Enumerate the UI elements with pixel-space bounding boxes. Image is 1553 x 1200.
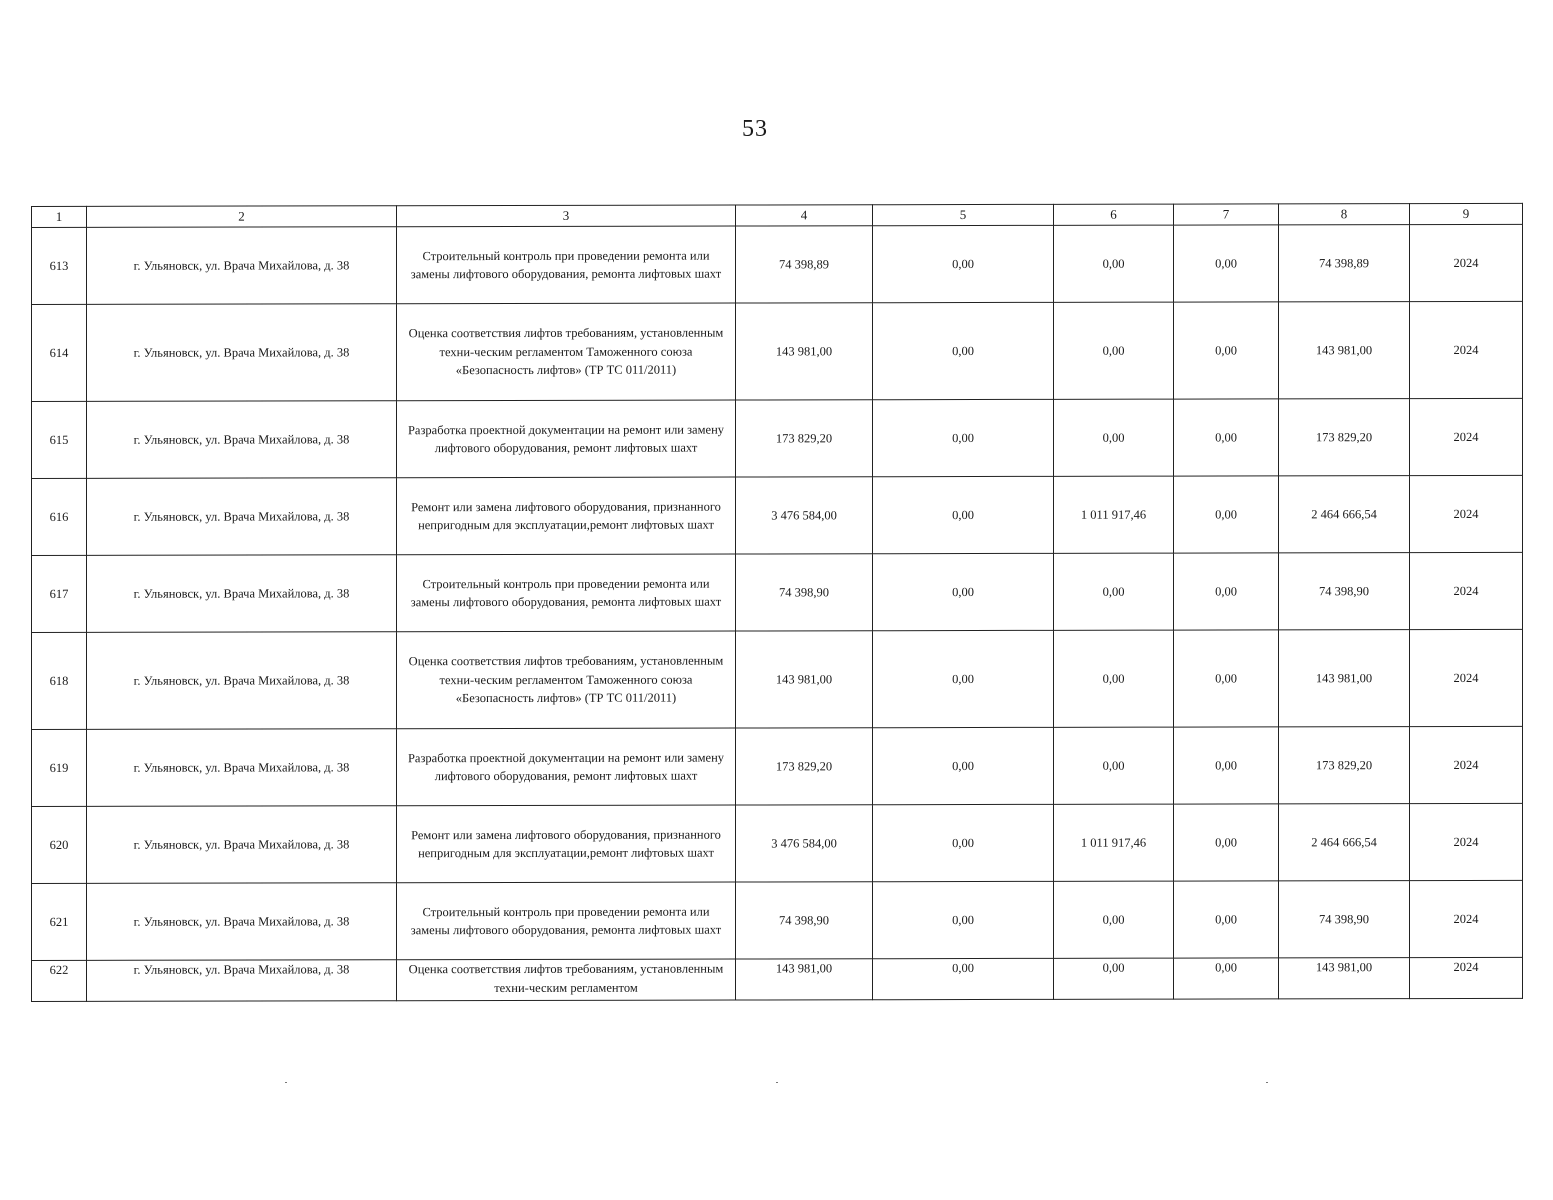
row-total-cost: 74 398,89 — [736, 226, 873, 303]
row-col5-value: 0,00 — [873, 225, 1054, 302]
row-col7-value: 0,00 — [1174, 302, 1279, 399]
row-col6-value: 0,00 — [1054, 553, 1174, 630]
row-col8-value: 74 398,90 — [1279, 553, 1410, 630]
row-col7-value: 0,00 — [1174, 881, 1279, 958]
row-year: 2024 — [1410, 803, 1523, 880]
row-col6-value: 1 011 917,46 — [1054, 476, 1174, 553]
column-number-9: 9 — [1410, 203, 1523, 224]
row-total-cost: 143 981,00 — [736, 303, 873, 400]
row-number: 614 — [32, 304, 87, 401]
row-number: 613 — [32, 227, 87, 304]
row-year: 2024 — [1410, 475, 1523, 552]
row-col7-value: 0,00 — [1174, 225, 1279, 302]
row-number: 622 — [32, 960, 87, 1001]
row-total-cost: 173 829,20 — [736, 400, 873, 477]
row-total-cost: 143 981,00 — [736, 959, 873, 1000]
scan-speck — [285, 1082, 287, 1083]
row-col5-value: 0,00 — [873, 476, 1054, 553]
column-number-4: 4 — [736, 205, 873, 226]
row-year: 2024 — [1410, 957, 1523, 998]
row-col5-value: 0,00 — [873, 958, 1054, 999]
works-table-container — [31, 203, 1522, 1002]
row-year: 2024 — [1410, 629, 1523, 726]
row-col7-value: 0,00 — [1174, 727, 1279, 804]
row-number: 617 — [32, 555, 87, 632]
row-address: г. Ульяновск, ул. Врача Михайлова, д. 38 — [87, 304, 397, 402]
row-work-type: Разработка проектной документации на ремонт или замену лифтового оборудования, ремонт лифтовых шахт — [397, 400, 736, 478]
row-number: 620 — [32, 806, 87, 883]
row-number: 619 — [32, 729, 87, 806]
page-number: 53 — [742, 116, 768, 142]
row-work-type: Оценка соответствия лифтов требованиям, установленным техни-ческим регламентом — [397, 959, 736, 1001]
row-work-type: Оценка соответствия лифтов требованиям, установленным техни-ческим регламентом Таможенного союза «Безопасность лифтов» (ТР ТС 011/2011) — [397, 303, 736, 401]
row-col7-value: 0,00 — [1174, 553, 1279, 630]
row-total-cost: 3 476 584,00 — [736, 805, 873, 882]
row-year: 2024 — [1410, 301, 1523, 398]
table-row — [32, 880, 1523, 960]
row-col8-value: 74 398,90 — [1279, 881, 1410, 958]
table-body — [32, 224, 1523, 1001]
row-col6-value: 1 011 917,46 — [1054, 804, 1174, 881]
row-col5-value: 0,00 — [873, 727, 1054, 804]
row-col5-value: 0,00 — [873, 804, 1054, 881]
column-number-2: 2 — [87, 206, 397, 228]
row-year: 2024 — [1410, 224, 1523, 301]
row-col8-value: 2 464 666,54 — [1279, 476, 1410, 553]
column-number-7: 7 — [1174, 204, 1279, 225]
row-address: г. Ульяновск, ул. Врача Михайлова, д. 38 — [87, 401, 397, 479]
row-col6-value: 0,00 — [1054, 881, 1174, 958]
table-row — [32, 398, 1523, 478]
row-col8-value: 143 981,00 — [1279, 630, 1410, 727]
row-col7-value: 0,00 — [1174, 804, 1279, 881]
table-row — [32, 726, 1523, 806]
table-row — [32, 803, 1523, 883]
row-col8-value: 2 464 666,54 — [1279, 804, 1410, 881]
column-number-3: 3 — [397, 205, 736, 227]
scan-speck — [776, 1082, 778, 1083]
column-number-8: 8 — [1279, 204, 1410, 225]
row-address: г. Ульяновск, ул. Врача Михайлова, д. 38 — [87, 883, 397, 961]
row-col8-value: 143 981,00 — [1279, 302, 1410, 399]
row-col5-value: 0,00 — [873, 399, 1054, 476]
row-work-type: Строительный контроль при проведении ремонта или замены лифтового оборудования, ремонта лифтовых шахт — [397, 882, 736, 960]
row-work-type: Ремонт или замена лифтового оборудования, признанного непригодным для эксплуатации,ремонт лифтовых шахт — [397, 805, 736, 883]
row-address: г. Ульяновск, ул. Врача Михайлова, д. 38 — [87, 960, 397, 1002]
column-number-1: 1 — [32, 206, 87, 227]
row-number: 621 — [32, 883, 87, 960]
row-year: 2024 — [1410, 880, 1523, 957]
row-number: 615 — [32, 401, 87, 478]
scan-speck — [1266, 1082, 1268, 1083]
row-col6-value: 0,00 — [1054, 958, 1174, 999]
row-work-type: Разработка проектной документации на ремонт или замену лифтового оборудования, ремонт лифтовых шахт — [397, 728, 736, 806]
row-address: г. Ульяновск, ул. Врача Михайлова, д. 38 — [87, 632, 397, 730]
table-row — [32, 301, 1523, 401]
row-col7-value: 0,00 — [1174, 958, 1279, 999]
table-row — [32, 224, 1523, 304]
row-year: 2024 — [1410, 398, 1523, 475]
row-col7-value: 0,00 — [1174, 476, 1279, 553]
row-col6-value: 0,00 — [1054, 727, 1174, 804]
row-address: г. Ульяновск, ул. Врача Михайлова, д. 38 — [87, 806, 397, 884]
row-address: г. Ульяновск, ул. Врача Михайлова, д. 38 — [87, 729, 397, 807]
row-work-type: Ремонт или замена лифтового оборудования, признанного непригодным для эксплуатации,ремонт лифтовых шахт — [397, 477, 736, 555]
row-col5-value: 0,00 — [873, 553, 1054, 630]
row-col7-value: 0,00 — [1174, 630, 1279, 727]
column-number-6: 6 — [1054, 204, 1174, 225]
row-col8-value: 143 981,00 — [1279, 958, 1410, 999]
row-total-cost: 143 981,00 — [736, 631, 873, 728]
row-col8-value: 173 829,20 — [1279, 727, 1410, 804]
row-work-type: Строительный контроль при проведении ремонта или замены лифтового оборудования, ремонта лифтовых шахт — [397, 554, 736, 632]
row-work-type: Строительный контроль при проведении ремонта или замены лифтового оборудования, ремонта лифтовых шахт — [397, 226, 736, 304]
row-col6-value: 0,00 — [1054, 302, 1174, 399]
table-row — [32, 629, 1523, 729]
row-col8-value: 173 829,20 — [1279, 399, 1410, 476]
row-col6-value: 0,00 — [1054, 399, 1174, 476]
table-row — [32, 957, 1523, 1001]
row-number: 618 — [32, 632, 87, 729]
table-row — [32, 475, 1523, 555]
row-col7-value: 0,00 — [1174, 399, 1279, 476]
row-work-type: Оценка соответствия лифтов требованиям, установленным техни-ческим регламентом Таможенного союза «Безопасность лифтов» (ТР ТС 011/2011) — [397, 631, 736, 729]
row-total-cost: 3 476 584,00 — [736, 477, 873, 554]
row-number: 616 — [32, 478, 87, 555]
row-year: 2024 — [1410, 726, 1523, 803]
row-address: г. Ульяновск, ул. Врача Михайлова, д. 38 — [87, 478, 397, 556]
row-total-cost: 74 398,90 — [736, 554, 873, 631]
row-address: г. Ульяновск, ул. Врача Михайлова, д. 38 — [87, 227, 397, 305]
works-table — [31, 203, 1523, 1002]
row-address: г. Ульяновск, ул. Врача Михайлова, д. 38 — [87, 555, 397, 633]
row-total-cost: 173 829,20 — [736, 728, 873, 805]
column-number-5: 5 — [873, 204, 1054, 225]
row-total-cost: 74 398,90 — [736, 882, 873, 959]
row-col8-value: 74 398,89 — [1279, 225, 1410, 302]
row-col6-value: 0,00 — [1054, 225, 1174, 302]
row-col5-value: 0,00 — [873, 630, 1054, 727]
row-col6-value: 0,00 — [1054, 630, 1174, 727]
table-row — [32, 552, 1523, 632]
row-col5-value: 0,00 — [873, 302, 1054, 399]
row-year: 2024 — [1410, 552, 1523, 629]
row-col5-value: 0,00 — [873, 881, 1054, 958]
